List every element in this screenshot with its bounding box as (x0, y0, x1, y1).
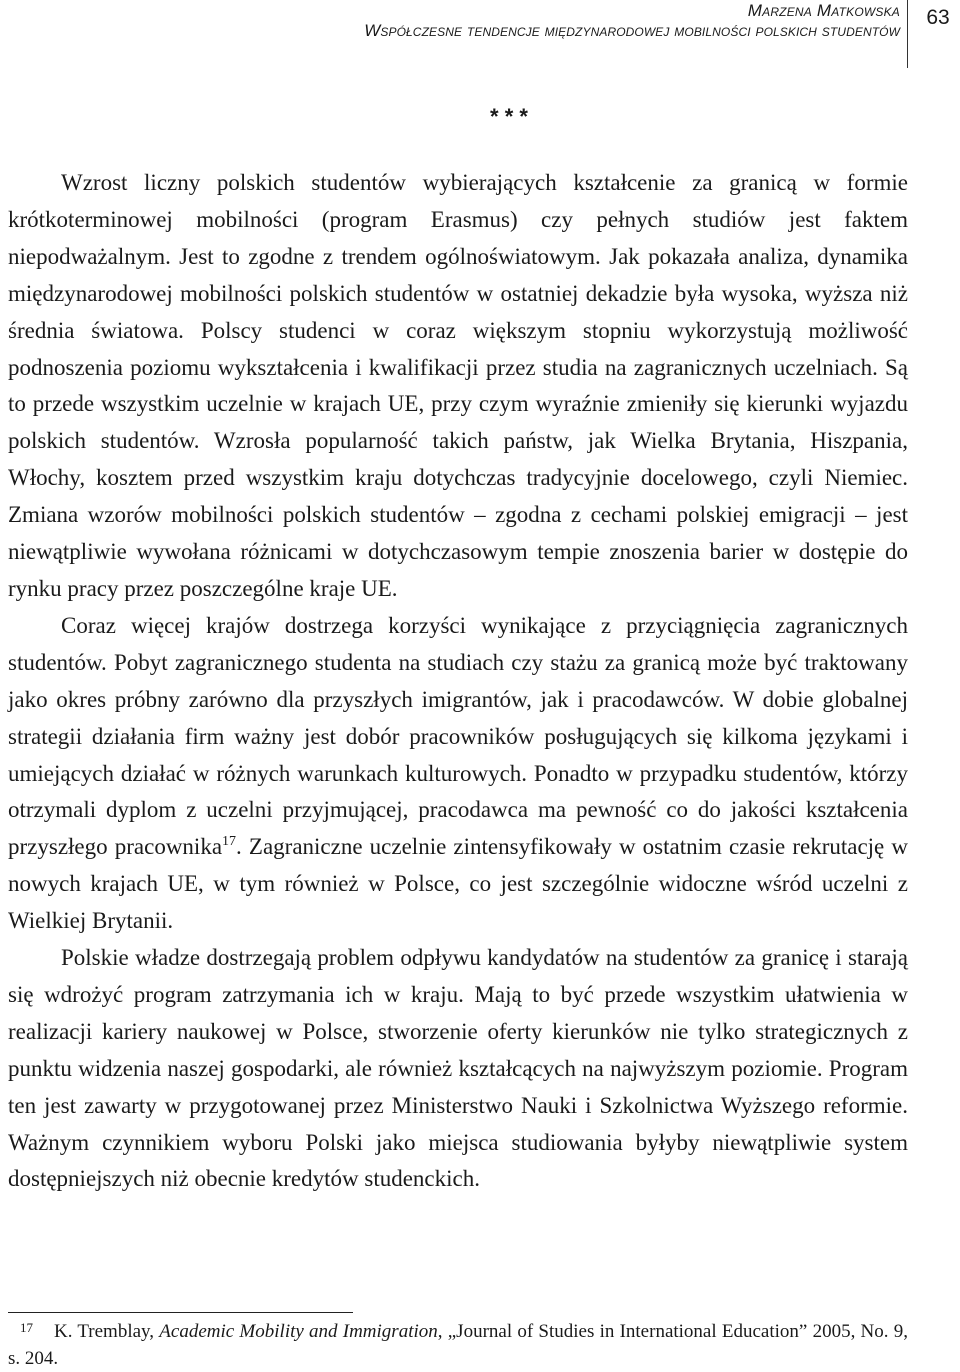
footnote-reference[interactable]: 17 (222, 834, 237, 850)
header-title: Współczesne tendencje międzynarodowej mobilności polskich studentów (364, 21, 900, 40)
main-text (8, 165, 908, 1198)
paragraph-text: . Zagraniczne uczelnie zintensyfikowały w ostatnim czasie rekrutację w nowych krajach UE, w tym również w Polsce, co jest szczególnie widoczne wśród uczelni z Wielkiej Brytanii. (8, 834, 908, 934)
paragraph-text: Coraz więcej krajów dostrzega korzyści wynikające z przyciągnięcia zagranicznych studentów. Pobyt zagranicznego studenta na studiach czy stażu za granicą może być traktowany jako okres próbny zarówno dla przyszłych imigrantów, jak i pracodawców. W dobie globalnej strategii działania firm ważny jest dobór pracowników posługujących się kilkoma językami i umiejących działać w różnych warunkach kulturowych. Ponadto w przypadku studentów, którzy otrzymali dyplom z uczelni przyjmującej, pracodawca ma pewność co do jakości kształcenia przyszłego pracownika (8, 612, 908, 860)
footnote-divider (8, 1312, 353, 1313)
section-separator: * * * (490, 104, 528, 129)
paragraph (8, 608, 908, 940)
page-number: 63 (926, 6, 950, 29)
footnote-rest: , „Journal of Studies in International Education” 2005, No. 9, s. 204. (8, 1321, 908, 1369)
header-divider (907, 0, 908, 68)
footnote-author: K. Tremblay, (54, 1321, 155, 1342)
paragraph: Wzrost liczny polskich studentów wybierających kształcenie za granicą w formie krótkoterminowej mobilności (program Erasmus) czy pełnych studiów jest faktem niepodważalnym. Jest to zgodne z trendem ogólnoświatowym. Jak pokazała analiza, dynamika międzynarodowej mobilności polskich studentów w ostatniej dekadzie była wysoka, wyższa niż średnia światowa. Polscy studenci w coraz większym stopniu wykorzystują możliwość podnoszenia poziomu wykształcenia i kwalifikacji przez studia na zagranicznych uczelniach. Są to przede wszystkim uczelnie w krajach UE, przy czym wyraźnie zmieniły się kierunki wyjazdu polskich studentów. Wzrosła popularność takich państw, jak Wielka Brytania, Hiszpania, Włochy, kosztem przed wszystkim kraju dotychczas tradycyjnie docelowego, czyli Niemiec. Zmiana wzorów mobilności polskich studentów – zgodna z cechami polskiej emigracji – jest niewątpliwie wywołana różnicami w dotychczasowym tempie znoszenia barier w dostępie do rynku pracy przez poszczególne kraje UE. (8, 170, 908, 601)
footnote-number: 17 (20, 1320, 33, 1335)
paragraph: Polskie władze dostrzegają problem odpływu kandydatów na studentów za granicę i starają się wdrożyć program zatrzymania ich w kraju. Mają to być przede wszystkim ułatwienia w realizacji kariery naukowej w Polsce, stworzenie oferty kierunków nie tylko strategicznych z punktu widzenia naszej gospodarki, ale również kształcących na najwyższym poziomie. Program ten jest zawarty w przygotowanej przez Ministerstwo Nauki i Szkolnictwa Wyższego reformie. Ważnym czynnikiem wyboru Polski jako miejsca studiowania byłyby niewątpliwie system dostępniejszych niż obecnie kredytów studenckich. (8, 945, 908, 1192)
footnote (8, 1318, 908, 1372)
footnote-title: Academic Mobility and Immigration (159, 1321, 438, 1342)
header-author: Marzena Matkowska (747, 1, 900, 20)
running-header (0, 0, 960, 70)
